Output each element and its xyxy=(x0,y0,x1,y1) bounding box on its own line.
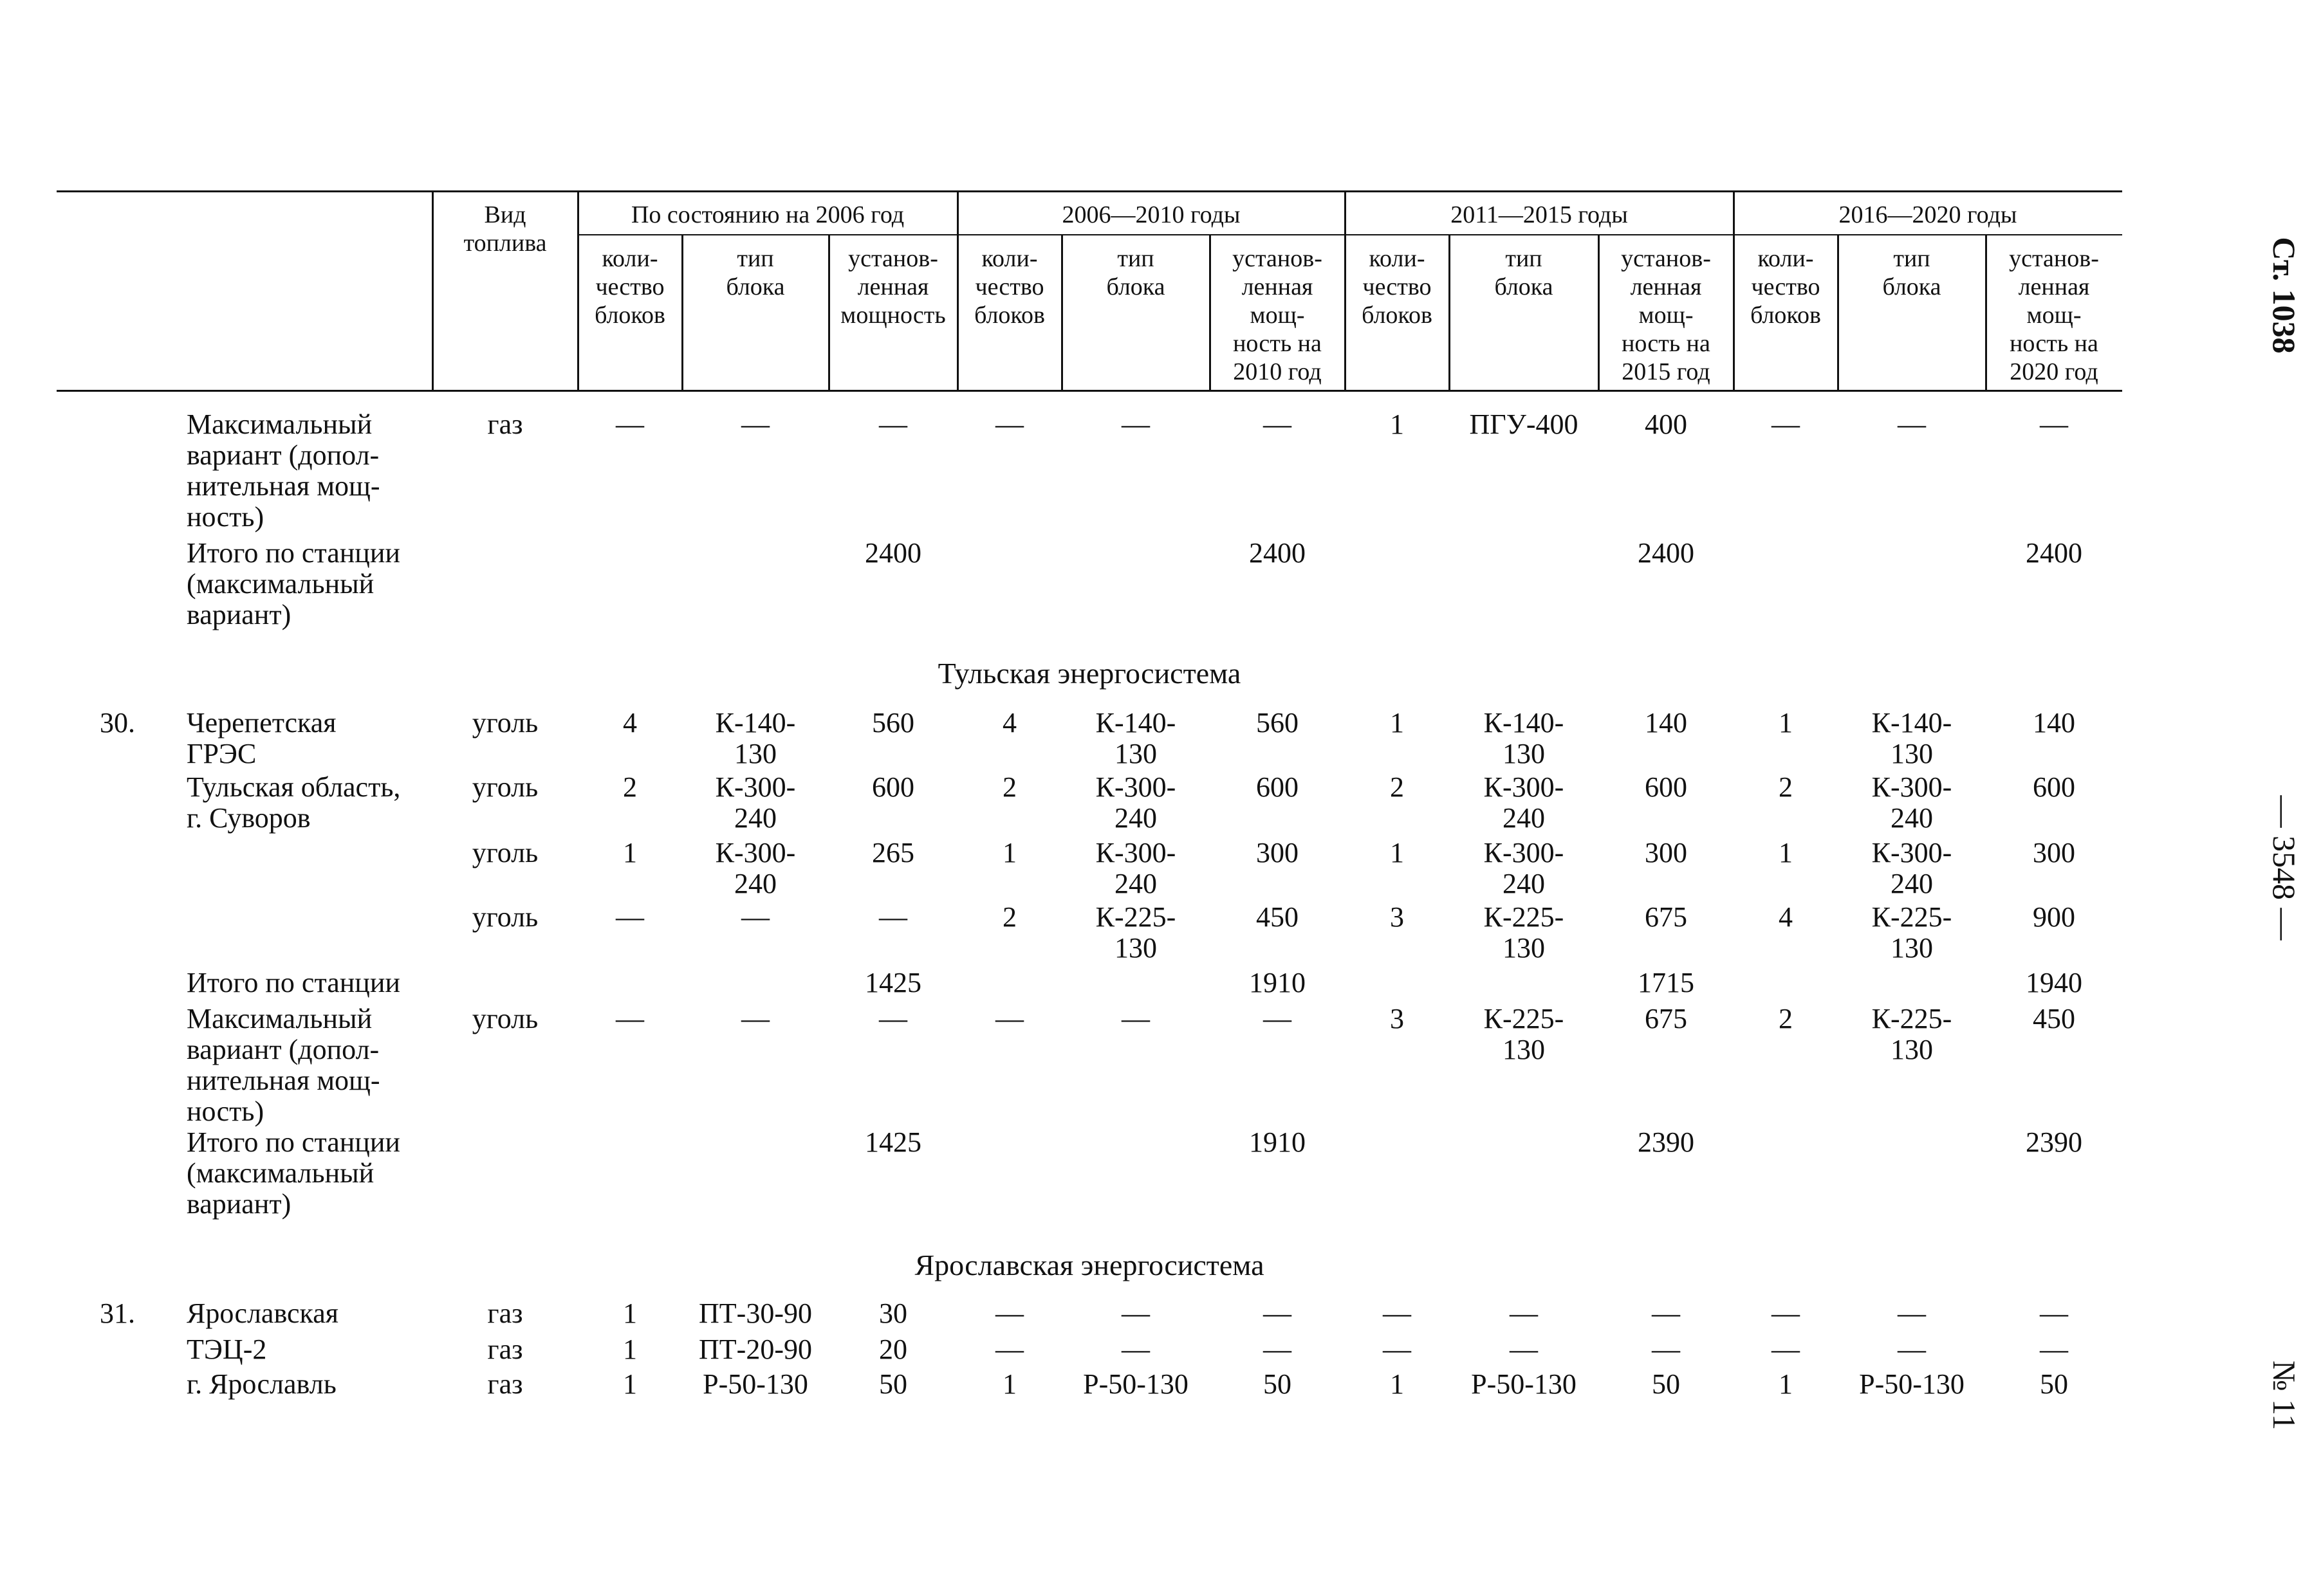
cell-block-type: ПГУ-400 xyxy=(1469,408,1578,440)
cell-installed-power: 300 xyxy=(1645,837,1687,868)
header-period-group: 2006—2010 годы xyxy=(1062,201,1241,228)
cell-block-count: — xyxy=(616,901,644,933)
cell-block-count: 3 xyxy=(1390,901,1404,933)
station-name: Итого по станции (максимальный вариант) xyxy=(187,537,400,630)
header-mid-rule xyxy=(578,234,2122,235)
cell-block-count: 1 xyxy=(1779,1368,1793,1400)
cell-installed-power: 20 xyxy=(879,1334,907,1365)
cell-block-type: К-300- 240 xyxy=(1095,837,1176,899)
station-name: Максимальный вариант (допол- нительная мощ- ность) xyxy=(187,408,380,533)
cell-installed-power: 450 xyxy=(2033,1003,2075,1034)
cell-installed-power: 50 xyxy=(2040,1368,2068,1400)
cell-block-count: 2 xyxy=(1779,1003,1793,1034)
row-number: 31. xyxy=(100,1298,135,1329)
cell-installed-power: 1425 xyxy=(865,1126,921,1158)
cell-block-count: — xyxy=(1383,1298,1411,1329)
fuel-type: уголь xyxy=(472,837,539,868)
cell-block-type: К-300- 240 xyxy=(715,771,796,834)
cell-block-count: 1 xyxy=(1390,707,1404,738)
cell-installed-power: — xyxy=(1652,1298,1680,1329)
header-period-group: По состоянию на 2006 год xyxy=(631,201,905,228)
cell-block-type: Р-50-130 xyxy=(1471,1368,1577,1400)
cell-block-type: К-225- 130 xyxy=(1483,1003,1564,1065)
cell-block-count: 1 xyxy=(1003,1368,1017,1400)
cell-block-type: К-225- 130 xyxy=(1095,901,1176,964)
cell-block-count: 3 xyxy=(1390,1003,1404,1034)
header-type: тип блока xyxy=(1882,245,1941,300)
cell-block-count: — xyxy=(1383,1334,1411,1365)
fuel-type: газ xyxy=(487,1298,523,1329)
page-number-label: — 3548 — xyxy=(2266,795,2302,940)
cell-installed-power: — xyxy=(879,408,907,440)
cell-installed-power: 2390 xyxy=(1638,1126,1694,1158)
cell-block-count: 4 xyxy=(1779,901,1793,933)
cell-block-count: — xyxy=(995,1298,1024,1329)
fuel-type: уголь xyxy=(472,1003,539,1034)
cell-installed-power: — xyxy=(1263,1334,1291,1365)
cell-block-count: 1 xyxy=(1779,707,1793,738)
header-power: установ- ленная мощ- ность на 2010 год xyxy=(1232,245,1322,385)
station-name: г. Ярославль xyxy=(187,1368,337,1400)
cell-installed-power: 600 xyxy=(2033,771,2075,803)
fuel-type: газ xyxy=(487,408,523,440)
cell-block-type: К-140- 130 xyxy=(1095,707,1176,769)
section-title: Тульская энергосистема xyxy=(938,657,1241,690)
header-count: коли- чество блоков xyxy=(1362,245,1432,329)
cell-installed-power: 560 xyxy=(1256,707,1299,738)
cell-block-type: ПТ-30-90 xyxy=(699,1298,812,1329)
cell-block-type: — xyxy=(741,1003,770,1034)
cell-block-type: К-225- 130 xyxy=(1871,1003,1952,1065)
cell-block-type: — xyxy=(1510,1334,1538,1365)
cell-block-type: — xyxy=(1122,1334,1150,1365)
cell-installed-power: 300 xyxy=(2033,837,2075,868)
cell-installed-power: — xyxy=(1652,1334,1680,1365)
cell-block-count: 4 xyxy=(623,707,637,738)
cell-block-type: К-300- 240 xyxy=(1095,771,1176,834)
cell-installed-power: — xyxy=(2040,1334,2068,1365)
cell-block-type: — xyxy=(1510,1298,1538,1329)
cell-installed-power: 300 xyxy=(1256,837,1299,868)
cell-installed-power: 50 xyxy=(879,1368,907,1400)
fuel-type: газ xyxy=(487,1334,523,1365)
cell-block-type: Р-50-130 xyxy=(1083,1368,1188,1400)
cell-installed-power: 2400 xyxy=(1249,537,1306,569)
header-power: установ- ленная мощ- ность на 2015 год xyxy=(1621,245,1711,385)
cell-block-type: К-300- 240 xyxy=(1871,837,1952,899)
fuel-type: уголь xyxy=(472,901,539,933)
header-fuel: Вид топлива xyxy=(463,201,547,257)
cell-block-count: 1 xyxy=(1003,837,1017,868)
cell-installed-power: 1910 xyxy=(1249,1126,1306,1158)
cell-installed-power: 600 xyxy=(1645,771,1687,803)
cell-installed-power: 2400 xyxy=(1638,537,1694,569)
cell-block-count: 2 xyxy=(1390,771,1404,803)
cell-installed-power: 560 xyxy=(872,707,914,738)
cell-installed-power: — xyxy=(2040,408,2068,440)
cell-installed-power: 2390 xyxy=(2026,1126,2082,1158)
station-name: Тульская область, г. Суворов xyxy=(187,771,401,834)
cell-block-type: — xyxy=(741,901,770,933)
cell-installed-power: 30 xyxy=(879,1298,907,1329)
cell-block-type: К-300- 240 xyxy=(1483,837,1564,899)
station-name: Максимальный вариант (допол- нительная мощ- ность) xyxy=(187,1003,380,1127)
cell-installed-power: 1910 xyxy=(1249,967,1306,998)
cell-installed-power: 1940 xyxy=(2026,967,2082,998)
cell-installed-power: 900 xyxy=(2033,901,2075,933)
cell-installed-power: 1715 xyxy=(1638,967,1694,998)
cell-block-count: — xyxy=(995,1334,1024,1365)
cell-block-type: — xyxy=(1122,408,1150,440)
header-count: коли- чество блоков xyxy=(595,245,665,329)
cell-block-count: — xyxy=(616,1003,644,1034)
cell-block-type: К-300- 240 xyxy=(1483,771,1564,834)
cell-block-type: К-140- 130 xyxy=(715,707,796,769)
fuel-type: уголь xyxy=(472,707,539,738)
cell-block-count: 2 xyxy=(1003,771,1017,803)
cell-installed-power: 140 xyxy=(2033,707,2075,738)
cell-block-type: К-140- 130 xyxy=(1483,707,1564,769)
header-type: тип блока xyxy=(1494,245,1553,300)
cell-block-count: 2 xyxy=(623,771,637,803)
cell-installed-power: 265 xyxy=(872,837,914,868)
cell-installed-power: 1425 xyxy=(865,967,921,998)
cell-installed-power: — xyxy=(1263,1003,1291,1034)
station-name: Итого по станции xyxy=(187,967,400,998)
cell-block-count: 1 xyxy=(1390,837,1404,868)
cell-block-type: — xyxy=(1898,408,1926,440)
cell-block-count: 1 xyxy=(1390,408,1404,440)
cell-block-type: К-225- 130 xyxy=(1871,901,1952,964)
cell-installed-power: 50 xyxy=(1263,1368,1291,1400)
cell-block-type: — xyxy=(741,408,770,440)
cell-block-count: 1 xyxy=(623,1334,637,1365)
header-power: установ- ленная мощность xyxy=(840,245,946,329)
cell-block-count: 1 xyxy=(1779,837,1793,868)
cell-installed-power: — xyxy=(879,901,907,933)
station-name: Черепетская ГРЭС xyxy=(187,707,337,769)
cell-block-type: — xyxy=(1122,1298,1150,1329)
cell-block-type: — xyxy=(1898,1298,1926,1329)
cell-block-count: — xyxy=(1771,1334,1800,1365)
cell-installed-power: 675 xyxy=(1645,901,1687,933)
cell-block-type: — xyxy=(1122,1003,1150,1034)
cell-installed-power: 600 xyxy=(872,771,914,803)
cell-block-type: Р-50-130 xyxy=(1859,1368,1965,1400)
header-period-group: 2011—2015 годы xyxy=(1450,201,1628,228)
cell-installed-power: 450 xyxy=(1256,901,1299,933)
fuel-type: газ xyxy=(487,1368,523,1400)
cell-block-type: Р-50-130 xyxy=(703,1368,808,1400)
cell-installed-power: 50 xyxy=(1652,1368,1680,1400)
header-count: коли- чество блоков xyxy=(974,245,1045,329)
section-title: Ярославская энергосистема xyxy=(914,1249,1264,1281)
cell-installed-power: — xyxy=(879,1003,907,1034)
station-name: Итого по станции (максимальный вариант) xyxy=(187,1126,400,1220)
cell-block-count: 2 xyxy=(1003,901,1017,933)
cell-installed-power: 400 xyxy=(1645,408,1687,440)
cell-installed-power: 675 xyxy=(1645,1003,1687,1034)
cell-block-count: — xyxy=(616,408,644,440)
cell-block-count: 1 xyxy=(623,837,637,868)
page-article-label: Ст. 1038 xyxy=(2266,237,2302,354)
header-top-rule xyxy=(57,190,2122,192)
cell-block-type: К-300- 240 xyxy=(715,837,796,899)
cell-block-count: — xyxy=(1771,1298,1800,1329)
cell-block-type: К-140- 130 xyxy=(1871,707,1952,769)
station-name: ТЭЦ-2 xyxy=(187,1334,267,1365)
header-count: коли- чество блоков xyxy=(1750,245,1821,329)
cell-installed-power: 600 xyxy=(1256,771,1299,803)
cell-installed-power: — xyxy=(2040,1298,2068,1329)
issue-number-label: № 11 xyxy=(2266,1360,2302,1431)
cell-block-count: 4 xyxy=(1003,707,1017,738)
cell-installed-power: 2400 xyxy=(865,537,921,569)
row-number: 30. xyxy=(100,707,135,738)
header-power: установ- ленная мощ- ность на 2020 год xyxy=(2009,245,2099,385)
cell-installed-power: 140 xyxy=(1645,707,1687,738)
cell-block-count: — xyxy=(995,408,1024,440)
header-period-group: 2016—2020 годы xyxy=(1838,201,2017,228)
header-type: тип блока xyxy=(1106,245,1165,300)
cell-block-type: — xyxy=(1898,1334,1926,1365)
cell-block-type: ПТ-20-90 xyxy=(699,1334,812,1365)
header-bottom-rule xyxy=(57,390,2122,392)
cell-block-type: К-300- 240 xyxy=(1871,771,1952,834)
cell-block-count: 2 xyxy=(1779,771,1793,803)
cell-installed-power: — xyxy=(1263,408,1291,440)
cell-block-count: 1 xyxy=(623,1298,637,1329)
cell-block-count: 1 xyxy=(623,1368,637,1400)
cell-block-count: — xyxy=(1771,408,1800,440)
cell-block-type: К-225- 130 xyxy=(1483,901,1564,964)
cell-block-count: — xyxy=(995,1003,1024,1034)
cell-block-count: 1 xyxy=(1390,1368,1404,1400)
station-name: Ярославская xyxy=(187,1298,338,1329)
fuel-type: уголь xyxy=(472,771,539,803)
header-type: тип блока xyxy=(726,245,785,300)
cell-installed-power: 2400 xyxy=(2026,537,2082,569)
cell-installed-power: — xyxy=(1263,1298,1291,1329)
